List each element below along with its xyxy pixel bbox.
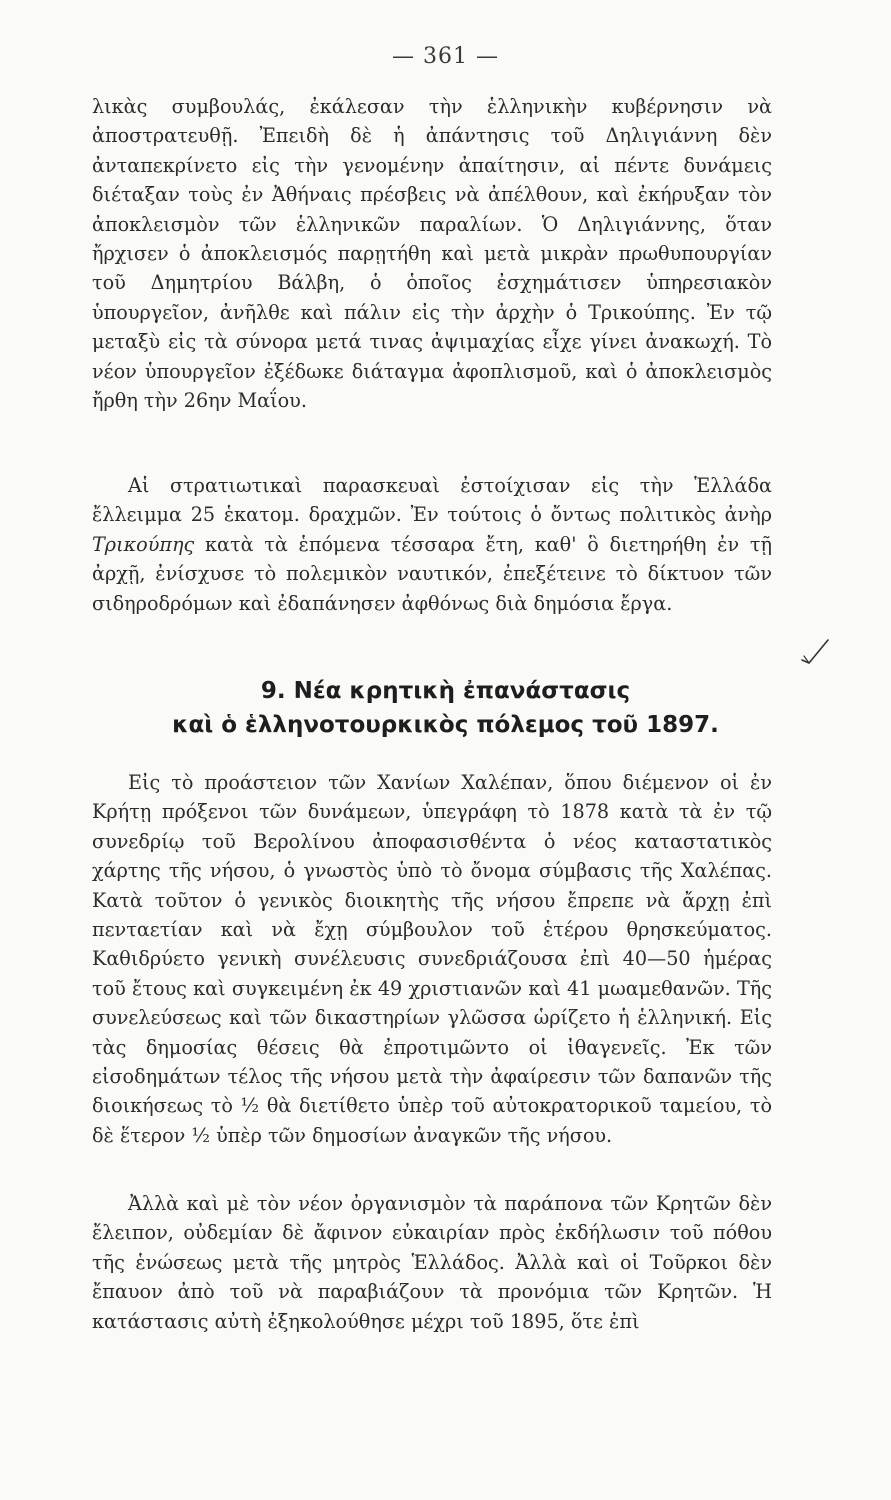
paragraph-3: Εἰς τὸ προάστειον τῶν Χανίων Χαλέπαν, ὅπου διέμενον οἱ ἐν Κρήτῃ πρόξενοι τῶν δυνάμεων, ὑπεγράφη τὸ 1878 κατὰ τὰ ἐν τῷ συνεδρίῳ τοῦ Βερολίνου ἀποφασισθέντα ὁ νέος καταστατικὸς χάρτης τῆς νήσου, ὁ γνωστὸς ὑπὸ τὸ ὄνομα σύμβασις τῆς Χαλέπας. Κατὰ τοῦτον ὁ γενικὸς διοικητὴς τῆς νήσου ἔπρεπε νὰ ἄρχῃ ἐπὶ πενταετίαν καὶ νὰ ἔχῃ σύμβουλον τοῦ ἑτέρου θρησκεύματος. Καθιδρύετο γενικὴ συνέλευσις συνεδριάζουσα ἐπὶ 40—50 ἡμέρας τοῦ ἔτους καὶ συγκειμένη ἐκ 49 χριστιανῶν καὶ 41 μωαμεθανῶν. Τῆς συνελεύσεως καὶ τῶν δικαστηρίων γλῶσσα ὡρίζετο ἡ ἑλληνική. Εἰς τὰς δημοσίας θέσεις θὰ ἐπροτιμῶντο οἱ ἰθαγενεῖς. Ἐκ τῶν εἰσοδημάτων τέλος τῆς νήσου μετὰ τὴν ἀφαίρεσιν τῶν δαπανῶν τῆς διοικήσεως τὸ ½ θὰ διετίθετο ὑπὲρ τοῦ αὐτοκρατορικοῦ ταμείου, τὸ δὲ ἕτερον ½ ὑπὲρ τῶν δημοσίων ἀναγκῶν τῆς νήσου. (92, 771, 772, 1147)
paragraph-2 (92, 471, 772, 618)
paragraph-2-end: κατὰ τὰ ἑπόμενα τέσσαρα ἔτη, καθ' ὃ διετηρήθη ἐν τῇ ἀρχῇ, ἐνίσχυσε τὸ πολεμικὸν ναυτικόν, ἐπεξέτεινε τὸ δίκτυον τῶν σιδηροδρόμων καὶ ἐδαπάνησεν ἀφθόνως διὰ δημόσια ἔργα. (92, 532, 772, 615)
paragraph-1: λικὰς συμβουλάς, ἐκάλεσαν τὴν ἑλληνικὴν κυβέρνησιν νὰ ἀποστρατευθῇ. Ἐπειδὴ δὲ ἡ ἀπάντησις τοῦ Δηλιγιάννη δὲν ἀνταπεκρίνετο εἰς τὴν γενομένην ἀπαίτησιν, αἱ πέντε δυνάμεις διέταξαν τοὺς ἐν Ἀθήναις πρέσβεις νὰ ἀπέλθουν, καὶ ἐκήρυξαν τὸν ἀποκλεισμὸν τῶν ἑλληνικῶν παραλίων. Ὁ Δηλιγιάννης, ὅταν ἤρχισεν ὁ ἀποκλεισμός παρῃτήθη καὶ μετὰ μικρὰν πρωθυπουργίαν τοῦ Δημητρίου Βάλβη, ὁ ὁποῖος ἐσχημάτισεν ὑπηρεσιακὸν ὑπουργεῖον, ἀνῆλθε καὶ πάλιν εἰς τὴν ἀρχὴν ὁ Τρικούπης. Ἐν τῷ μεταξὺ εἰς τὰ σύνορα μετά τινας ἀψιμαχίας εἶχε γίνει ἀνακωχή. Τὸ νέον ὑπουργεῖον ἐξέδωκε διάταγμα ἀφοπλισμοῦ, καὶ ὁ ἀποκλεισμὸς ἤρθη τὴν 26ην Μαΐου. (92, 95, 772, 413)
paragraph-4: Ἀλλὰ καὶ μὲ τὸν νέον ὀργανισμὸν τὰ παράπονα τῶν Κρητῶν δὲν ἔλειπον, οὐδεμίαν δὲ ἄφινον εὐκαιρίαν πρὸς ἐκδήλωσιν τοῦ πόθου τῆς ἑνώσεως μετὰ τῆς μητρὸς Ἑλλάδος. Ἀλλὰ καὶ οἱ Τοῦρκοι δὲν ἔπαυον ἀπὸ τοῦ νὰ παραβιάζουν τὰ προνόμια τῶν Κρητῶν. Ἡ κατάστασις αὐτὴ ἐξηκολούθησε μέχρι τοῦ 1895, ὅτε ἐπὶ (92, 1192, 772, 1333)
page-number: — 361 — (392, 44, 499, 69)
paragraph-2-start: Αἱ στρατιωτικαὶ παρασκευαὶ ἐστοίχισαν εἰς τὴν Ἑλλάδα ἔλλειμμα 25 ἑκατομ. δραχμῶν. Ἐν τούτοις ὁ ὄντως πολιτικὸς ἀνὴρ (92, 474, 772, 527)
section-heading-line-2: καὶ ὁ ἑλληνοτουρκικὸς πόλεμος τοῦ 1897. (172, 712, 719, 738)
text-block-chalepa (92, 768, 772, 1150)
trikoupis-name: Τρικούπης (92, 532, 195, 556)
text-block-continuation (92, 92, 772, 415)
text-block-military (92, 471, 772, 618)
text-block-grievances (92, 1189, 772, 1336)
section-heading-line-1: 9. Νέα κρητικὴ ἐπανάστασις (260, 678, 631, 704)
checkmark-icon (800, 636, 830, 664)
